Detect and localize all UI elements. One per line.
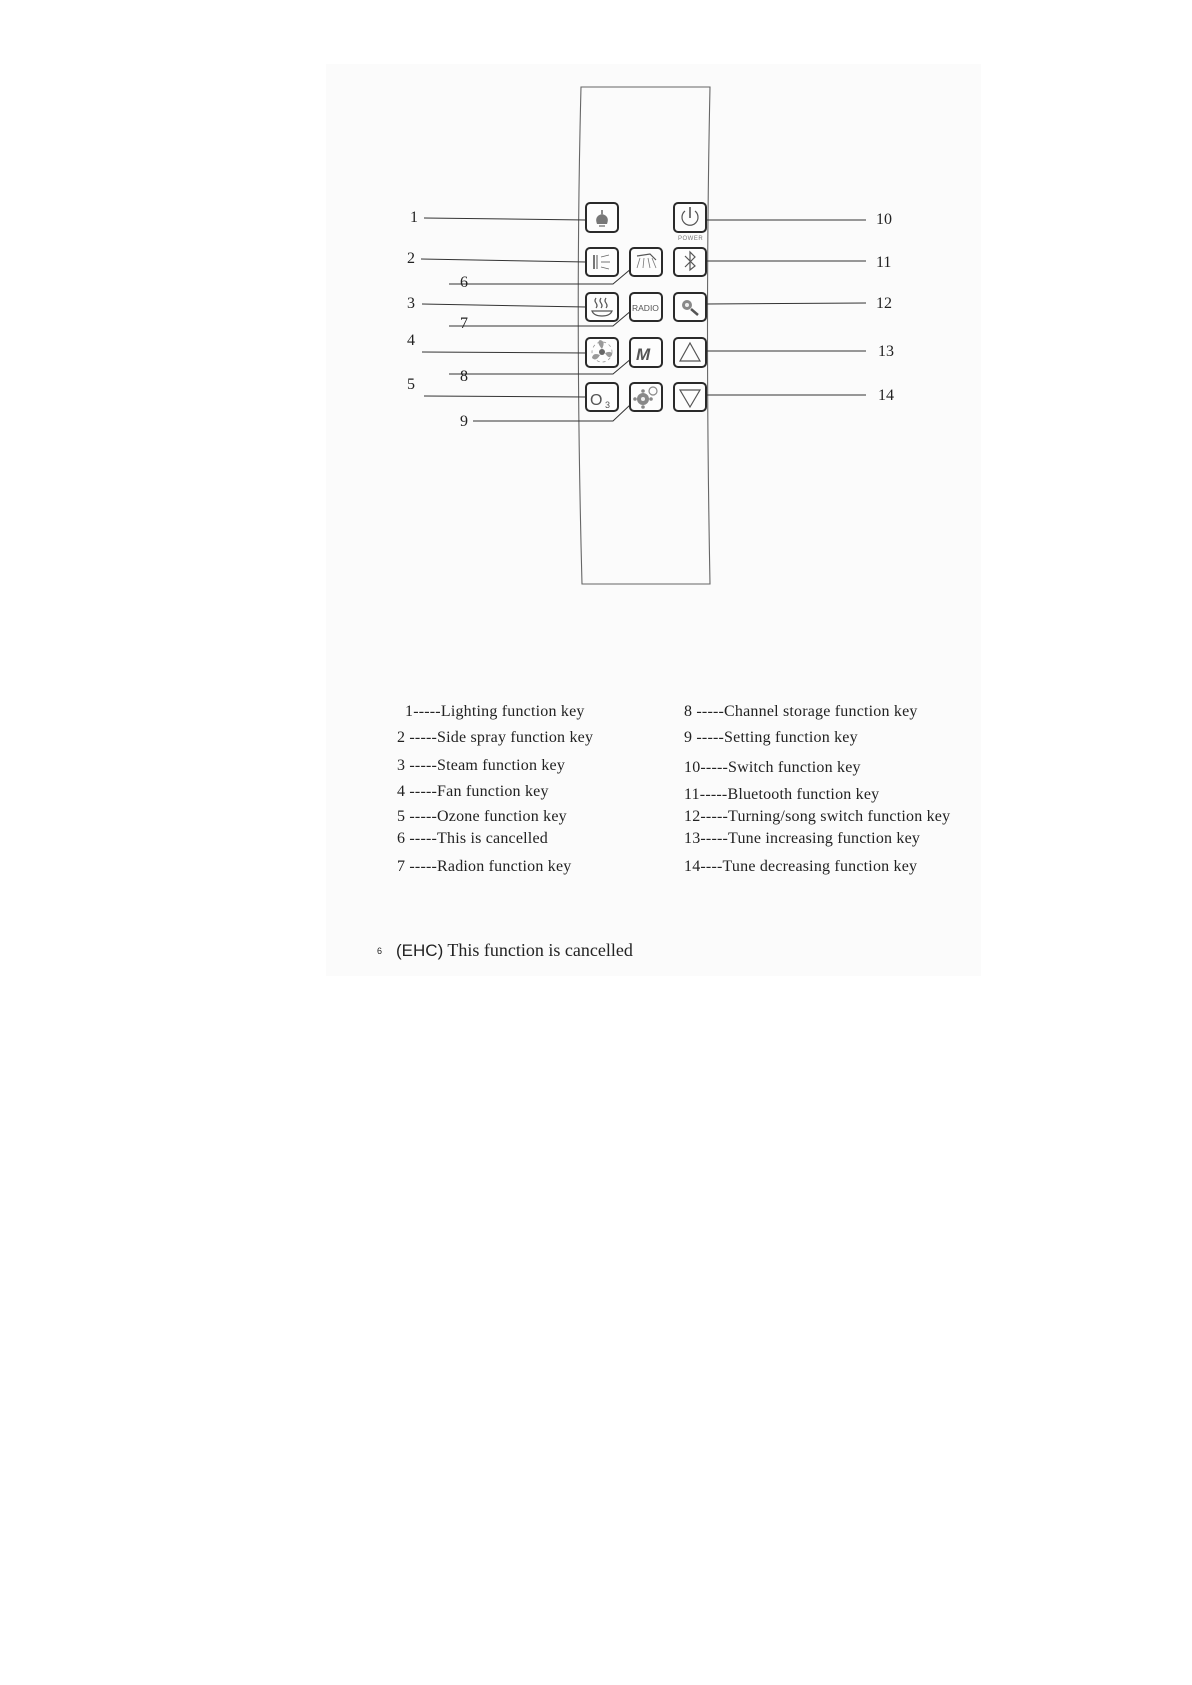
legend-item-6: 6 -----This is cancelled — [397, 830, 548, 847]
key-3-steam[interactable] — [586, 293, 618, 321]
callout-3: 3 — [407, 295, 415, 312]
key-2-side-spray[interactable] — [586, 248, 618, 276]
key-7-radio[interactable] — [630, 293, 662, 321]
callout-2: 2 — [407, 250, 415, 267]
callout-8: 8 — [460, 368, 468, 385]
key-11-bluetooth[interactable] — [674, 248, 706, 276]
legend-item-4: 4 -----Fan function key — [397, 783, 549, 800]
callout-5: 5 — [407, 376, 415, 393]
power-caption: POWER — [678, 236, 704, 242]
note-tag: (EHC) — [396, 941, 444, 960]
legend-item-2: 2 -----Side spray function key — [397, 729, 594, 746]
legend-item-5: 5 -----Ozone function key — [397, 808, 567, 825]
key-14-tune-down[interactable] — [674, 383, 706, 411]
legend-item-3: 3 -----Steam function key — [397, 757, 566, 774]
key-6-shower[interactable] — [630, 248, 662, 276]
note-number: 6 — [377, 946, 383, 956]
legend-item-9: 9 -----Setting function key — [684, 729, 858, 746]
remote-body-outline — [578, 87, 710, 584]
callout-10: 10 — [876, 211, 892, 228]
m-icon: M — [636, 345, 651, 364]
key-13-tune-up[interactable] — [674, 338, 706, 367]
callout-11: 11 — [876, 254, 892, 271]
callout-9: 9 — [460, 413, 468, 430]
key-5-ozone[interactable] — [586, 383, 618, 411]
svg-text:3: 3 — [605, 400, 611, 410]
key-4-fan[interactable] — [586, 338, 618, 367]
svg-text:O: O — [590, 392, 603, 409]
note-text: This function is cancelled — [443, 940, 633, 960]
key-8-channel-storage[interactable] — [630, 338, 662, 367]
key-9-setting[interactable] — [630, 383, 662, 411]
legend-item-11: 11-----Bluetooth function key — [684, 786, 880, 803]
key-1-lighting[interactable] — [586, 203, 618, 232]
legend-item-1: 1-----Lighting function key — [405, 703, 585, 720]
key-10-power[interactable] — [674, 203, 706, 242]
legend-item-14: 14----Tune decreasing function key — [684, 858, 918, 875]
legend-item-10: 10-----Switch function key — [684, 759, 861, 776]
callout-4: 4 — [407, 332, 415, 349]
legend-item-12: 12-----Turning/song switch function key — [684, 808, 951, 825]
radio-icon: RADIO — [632, 303, 659, 313]
legend-item-8: 8 -----Channel storage function key — [684, 703, 918, 720]
callout-12: 12 — [876, 295, 892, 312]
callout-1: 1 — [410, 209, 418, 226]
key-12-song-switch[interactable] — [674, 293, 706, 321]
callout-13: 13 — [878, 343, 894, 360]
cancel-note — [377, 940, 633, 961]
legend-item-13: 13-----Tune increasing function key — [684, 830, 921, 847]
callout-7: 7 — [460, 315, 468, 332]
callout-14: 14 — [878, 387, 894, 404]
callout-6: 6 — [460, 274, 468, 291]
legend-item-7: 7 -----Radion function key — [397, 858, 572, 875]
